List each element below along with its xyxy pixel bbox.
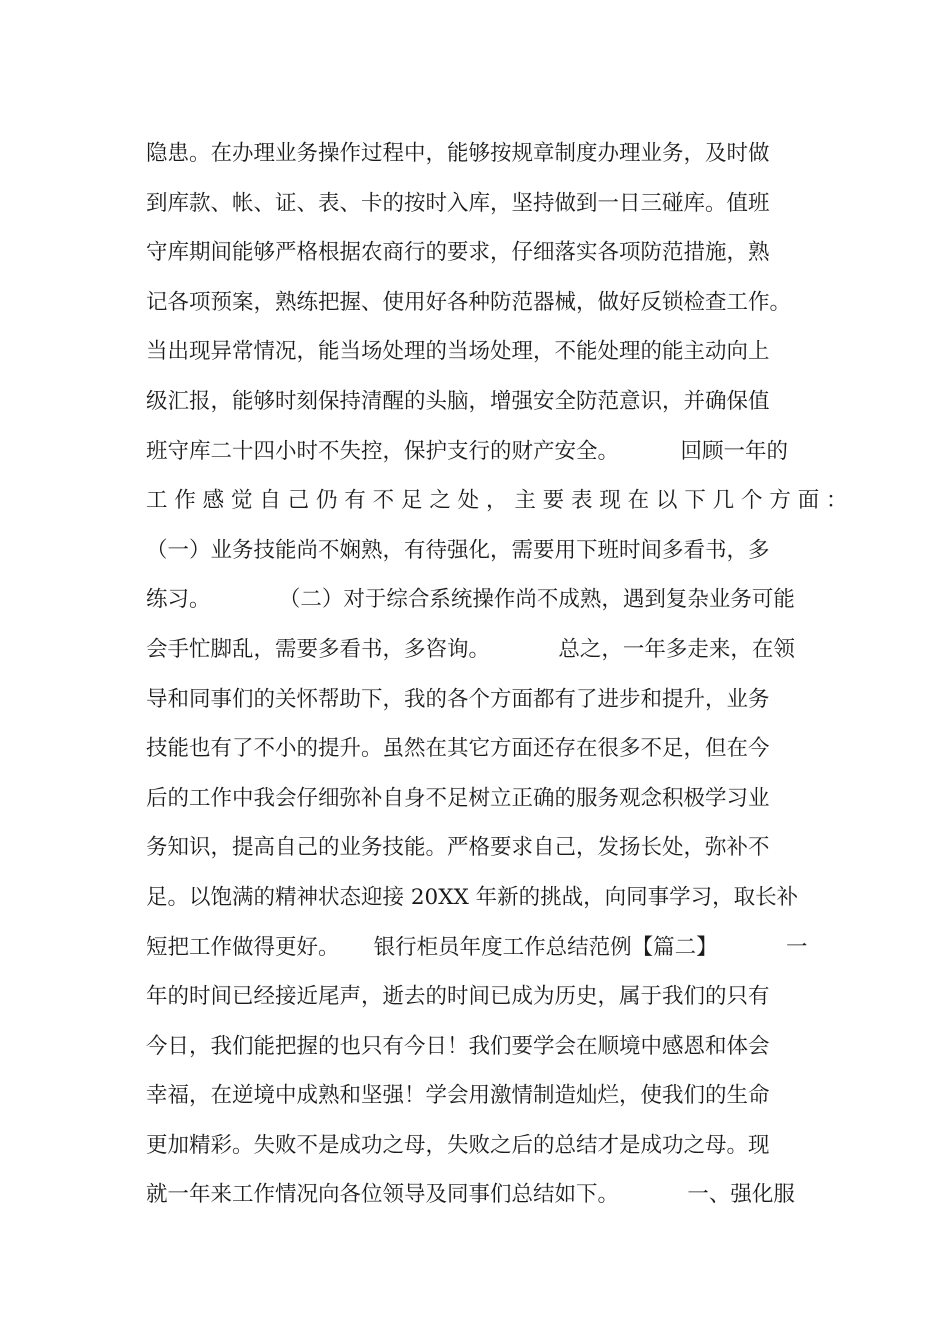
body-text — [146, 129, 848, 1220]
text-line: 更加精彩。失败不是成功之母，失败之后的总结才是成功之母。现 — [146, 1132, 770, 1158]
text-line: 后的工作中我会仔细弥补自身不足树立正确的服务观念积极学习业 — [146, 785, 770, 811]
text-line: 练习。 （二）对于综合系统操作尚不成熟，遇到复杂业务可能 — [146, 587, 795, 613]
text-line: 务知识，提高自己的业务技能。严格要求自己，发扬长处，弥补不 — [146, 835, 770, 861]
text-line: 工 作 感 觉 自 己 仍 有 不 足 之 处 ， 主 要 表 现 在 以 下 几 个 方 面 ： — [146, 488, 848, 514]
text-line: 记各项预案，熟练把握、使用好各种防范器械，做好反锁检查工作。 — [146, 289, 792, 315]
text-line: 当出现异常情况，能当场处理的当场处理，不能处理的能主动向上 — [146, 339, 770, 365]
text-line: 守库期间能够严格根据农商行的要求，仔细落实各项防范措施，熟 — [146, 240, 770, 266]
text-line: 导和同事们的关怀帮助下，我的各个方面都有了进步和提升，业务 — [146, 686, 770, 712]
text-line: （一）业务技能尚不娴熟，有待强化，需要用下班时间多看书，多 — [146, 537, 770, 563]
text-line: 今日，我们能把握的也只有今日！我们要学会在顺境中感恩和体会 — [146, 1033, 770, 1059]
text-line: 会手忙脚乱，需要多看书，多咨询。 总之，一年多走来，在领 — [146, 636, 795, 662]
text-line: 足。以饱满的精神状态迎接 20XX 年新的挑战，向同事学习，取长补 — [146, 884, 799, 910]
text-line: 级汇报，能够时刻保持清醒的头脑，增强安全防范意识，并确保值 — [146, 388, 770, 414]
text-line: 技能也有了不小的提升。虽然在其它方面还存在很多不足，但在今 — [146, 736, 770, 762]
text-line: 年的时间已经接近尾声，逝去的时间已成为历史，属于我们的只有 — [146, 984, 770, 1010]
text-line: 幸福，在逆境中成熟和坚强！学会用激情制造灿烂，使我们的生命 — [146, 1083, 770, 1109]
text-line: 短把工作做得更好。 银行柜员年度工作总结范例【篇二】 一 — [146, 934, 808, 960]
text-line: 隐患。在办理业务操作过程中，能够按规章制度办理业务，及时做 — [146, 141, 770, 166]
text-line: 班守库二十四小时不失控，保护支行的财产安全。 回顾一年的 — [146, 438, 789, 464]
text-line: 就一年来工作情况向各位领导及同事们总结如下。 一、强化服 — [146, 1182, 795, 1208]
text-line: 到库款、帐、证、表、卡的按时入库，坚持做到一日三碰库。值班 — [146, 190, 770, 216]
